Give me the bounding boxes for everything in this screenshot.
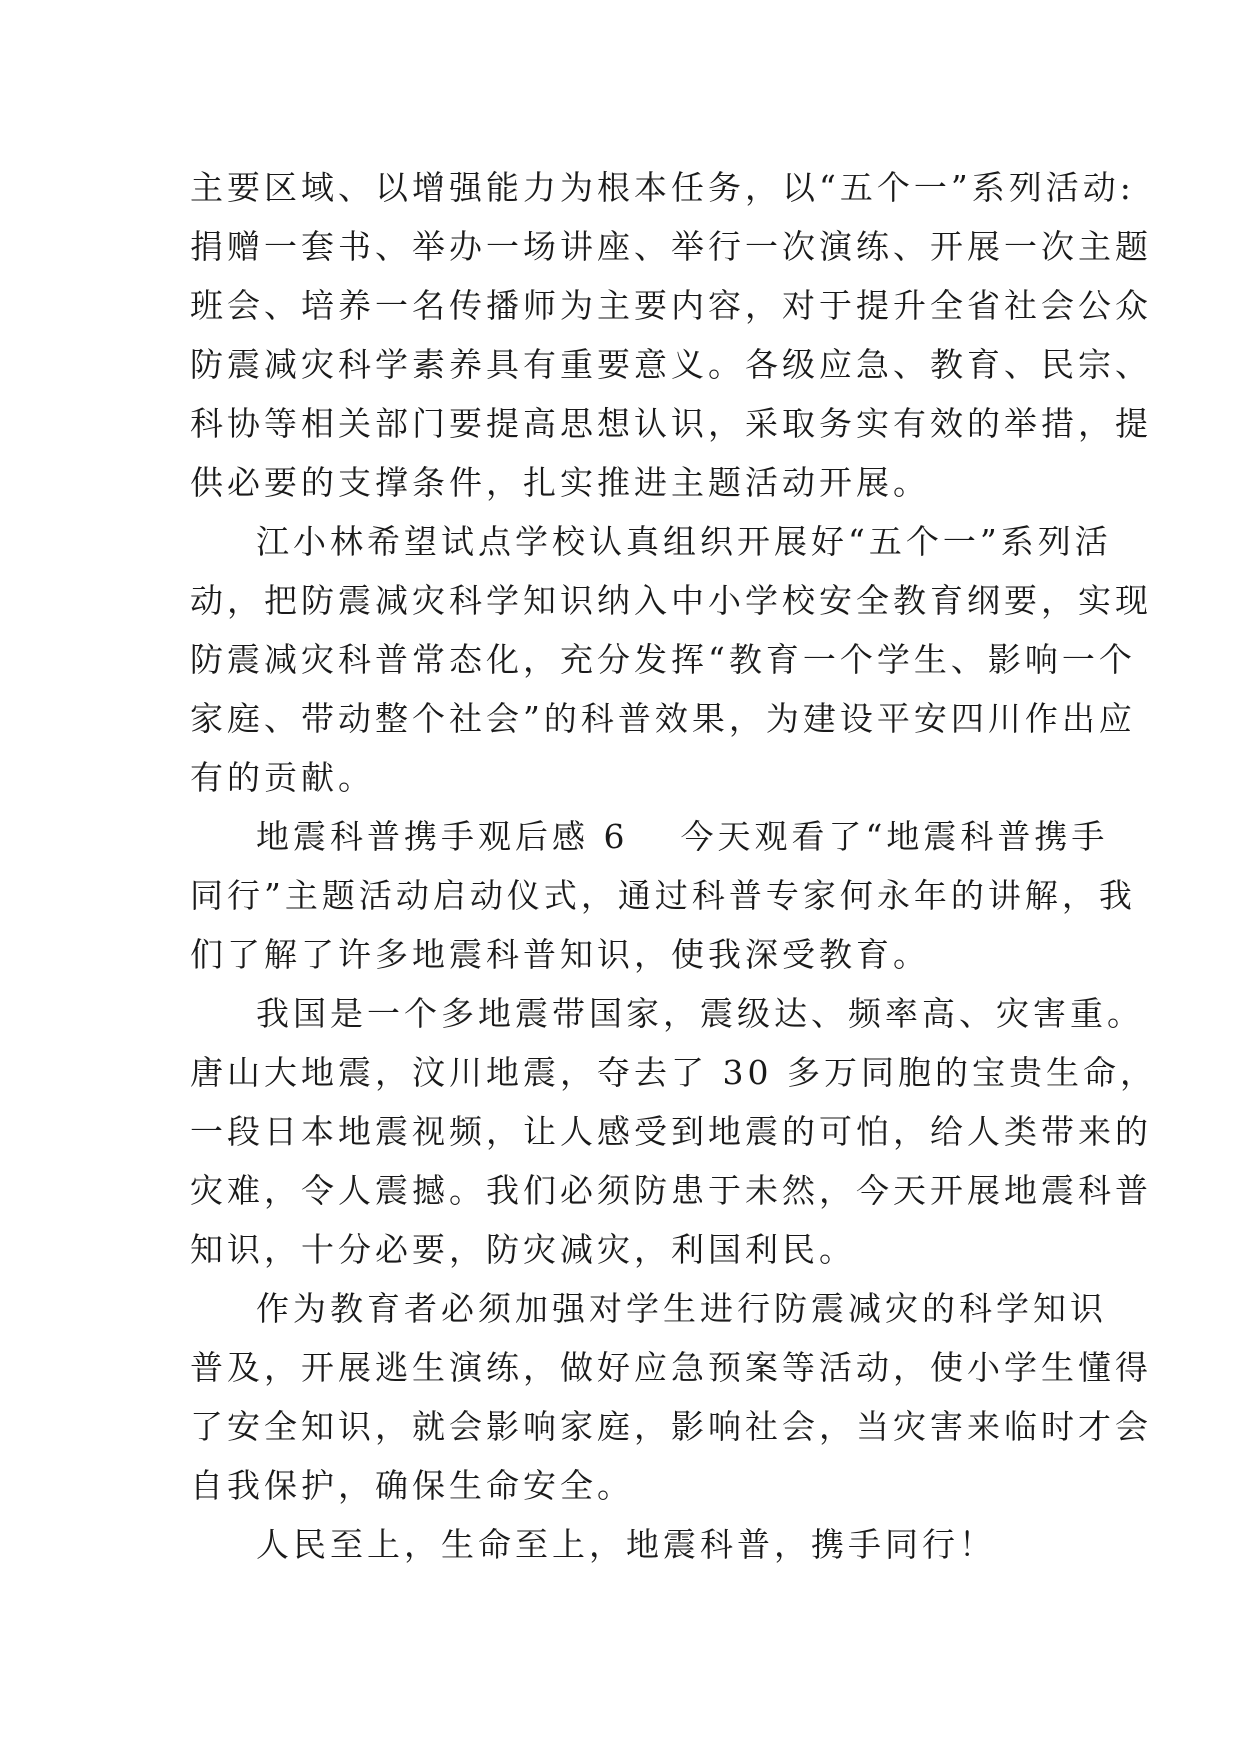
text-line: 同行”主题活动启动仪式，通过科普专家何永年的讲解，我: [190, 876, 1136, 915]
text-line: 了安全知识，就会影响家庭，影响社会，当灾害来临时才会: [190, 1407, 1152, 1446]
text-line: 科协等相关部门要提高思想认识，采取务实有效的举措，提: [190, 404, 1152, 443]
text-line: 动，把防震减灾科学知识纳入中小学校安全教育纲要，实现: [190, 581, 1152, 620]
paragraph-3: [190, 807, 1136, 984]
text-segment: 今天观看了“地震科普携手: [680, 817, 1109, 856]
text-line: 班会、培养一名传播师为主要内容，对于提升全省社会公众: [190, 286, 1152, 325]
text-line: 防震减灾科普常态化，充分发挥“教育一个学生、影响一个: [190, 640, 1136, 679]
text-line: 灾难，令人震撼。我们必须防患于未然，今天开展地震科普: [190, 1171, 1152, 1210]
text-line: 一段日本地震视频，让人感受到地震的可怕，给人类带来的: [190, 1112, 1152, 1151]
paragraph-5: [190, 1279, 1152, 1515]
text-line: 作为教育者必须加强对学生进行防震减灾的科学知识: [256, 1289, 1107, 1328]
text-line: 江小林希望试点学校认真组织开展好“五个一”系列活: [256, 522, 1112, 561]
text-line: 家庭、带动整个社会”的科普效果，为建设平安四川作出应: [190, 699, 1136, 738]
section-title: 地震科普携手观后感 6: [256, 817, 629, 856]
paragraph-1: [190, 158, 1152, 512]
text-line: 们了解了许多地震科普知识，使我深受教育。: [190, 935, 930, 974]
document-body: [190, 158, 1157, 1574]
text-line: 知识，十分必要，防灾减灾，利国利民。: [190, 1230, 856, 1269]
text-line: 人民至上，生命至上，地震科普，携手同行！: [256, 1525, 996, 1564]
text-line: 有的贡献。: [190, 758, 375, 797]
text-line: 主要区域、以增强能力为根本任务，以“五个一”系列活动:: [190, 168, 1135, 207]
text-line: 自我保护，确保生命安全。: [190, 1466, 634, 1505]
paragraph-2: [190, 512, 1152, 807]
text-line: 供必要的支撑条件，扎实推进主题活动开展。: [190, 463, 930, 502]
paragraph-6: [190, 1515, 1060, 1574]
text-line: 我国是一个多地震带国家，震级达、频率高、灾害重。: [256, 994, 1144, 1033]
paragraph-4: [190, 984, 1157, 1279]
text-line: 普及，开展逃生演练，做好应急预案等活动，使小学生懂得: [190, 1348, 1152, 1387]
text-line: 防震减灾科学素养具有重要意义。各级应急、教育、民宗、: [190, 345, 1152, 384]
text-line: 唐山大地震，汶川地震，夺去了 30 多万同胞的宝贵生命，: [190, 1053, 1157, 1092]
text-line: [190, 807, 1109, 866]
text-line: 捐赠一套书、举办一场讲座、举行一次演练、开展一次主题: [190, 227, 1152, 266]
